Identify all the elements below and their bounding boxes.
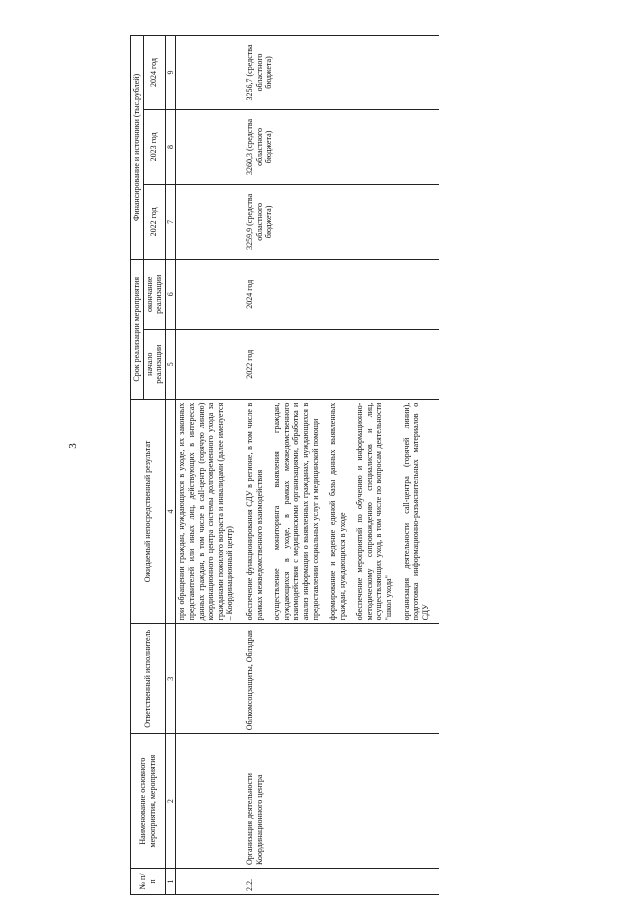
col-number: 4 bbox=[165, 399, 176, 624]
col-number: 5 bbox=[165, 329, 176, 399]
col-number: 3 bbox=[165, 624, 176, 734]
col-number: 2 bbox=[165, 734, 176, 869]
continuation-row bbox=[176, 36, 244, 895]
result-item: обеспечение мероприятий по обучению и информационно-методическому сопровождению специалистов и лиц, осуществляющих уход, в том числе по вопросам деятельности "школ ухода" bbox=[355, 402, 394, 621]
result-item: осуществление мониторинга выявления граждан, нуждающихся в уходе, в рамках межведомственного взаимодействия с медицинскими организациями, обработка и анализ информации о выявленных гражданах, нуждающихся в предоставлении социальных услуг и медицинской помощи bbox=[272, 402, 320, 621]
page-number: 3 bbox=[66, 443, 79, 449]
header-result: Ожидаемый непосредственный результат bbox=[131, 399, 166, 624]
header-period-end: окончание реализации bbox=[143, 259, 165, 329]
header-num: № п/п bbox=[131, 869, 166, 895]
row-funding-2022: 3259,9 (средства областного бюджета) bbox=[244, 184, 440, 259]
header-funding: Финансирование и источники (тыс.рублей) bbox=[131, 36, 144, 260]
row-funding-2024: 3256,7 (средства областного бюджета) bbox=[244, 36, 440, 110]
row-activity-name: Организация деятельности Координационного центра bbox=[244, 734, 440, 869]
col-number: 8 bbox=[165, 109, 176, 184]
col-number: 1 bbox=[165, 869, 176, 895]
header-executor: Ответственный исполнитель bbox=[131, 624, 166, 734]
row-number: 2.2. bbox=[244, 869, 440, 895]
result-item: обеспечение функционирования СДУ в регионе, в том числе в рамках межведомственного взаимодействия bbox=[244, 402, 264, 621]
header-period-start: начало реализации bbox=[143, 329, 165, 399]
row-start: 2022 год bbox=[244, 329, 440, 399]
header-period: Срок реализации мероприятия bbox=[131, 259, 144, 399]
activities-table bbox=[130, 35, 439, 895]
continuation-result-text: при обращении граждан, нуждающихся в уходе, их законных представителей или иных лиц, действующих в интересах данных граждан, в том числе в call-центр (горячую линию) координационного центра системы долговременного ухода за гражданами пожилого возраста и инвалидами (далее именуется – Координационный центр) bbox=[177, 402, 235, 621]
table-row bbox=[244, 36, 440, 895]
column-number-row bbox=[165, 36, 176, 895]
header-2023: 2023 год bbox=[143, 109, 165, 184]
row-executor: Облкомсоцзащиты, Облздрав bbox=[244, 624, 440, 734]
result-item: формирование и ведение единой базы данных выявленных граждан, нуждающихся в уходе bbox=[328, 402, 347, 621]
col-number: 7 bbox=[165, 184, 176, 259]
col-number: 9 bbox=[165, 36, 176, 110]
col-number: 6 bbox=[165, 259, 176, 329]
header-2024: 2024 год bbox=[143, 36, 165, 110]
row-funding-2023: 3260,3 (средства областного бюджета) bbox=[244, 109, 440, 184]
result-item: организация деятельности call-центра (горячей линии), подготовка информационно-разъяснительных материалов о СДУ bbox=[401, 402, 430, 621]
landscape-sheet bbox=[130, 35, 630, 895]
row-results bbox=[244, 399, 440, 624]
header-2022: 2022 год bbox=[143, 184, 165, 259]
row-end: 2024 год bbox=[244, 259, 440, 329]
header-name: Наименование основного мероприятия, мероприятия bbox=[131, 734, 166, 869]
